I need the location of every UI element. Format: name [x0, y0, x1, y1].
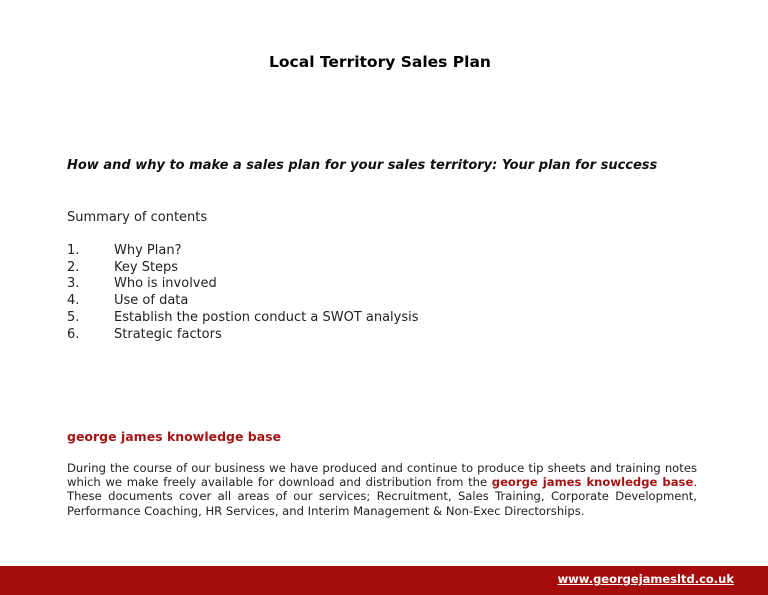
knowledge-base-text-before: During the course of our business we have produced and continue to produce tip sheets and training notes which we make freely available for download and distribution from the	[67, 461, 697, 490]
knowledge-base-heading: george james knowledge base	[67, 429, 282, 444]
contents-item-number: 4.	[67, 293, 80, 309]
contents-item-label: Strategic factors	[114, 326, 222, 342]
contents-item	[67, 276, 419, 293]
document-title: Local Territory Sales Plan	[269, 53, 491, 71]
contents-item-number: 3.	[67, 276, 80, 292]
document-subtitle: How and why to make a sales plan for your sales territory: Your plan for success	[67, 158, 658, 173]
footer-bar	[0, 566, 768, 595]
contents-item-number: 5.	[67, 309, 80, 325]
knowledge-base-text-after: . These documents cover all areas of our services; Recruitment, Sales Training, Corporate Development, Performance Coaching, HR Services, and Interim Management & Non-Exec Directorships.	[67, 475, 697, 518]
knowledge-base-link-text: george james knowledge base	[491, 475, 694, 490]
contents-item-number: 1.	[67, 243, 80, 258]
contents-item	[67, 310, 419, 327]
website-link[interactable]: www.georgejamesltd.co.uk	[557, 572, 734, 586]
contents-item	[67, 327, 419, 344]
contents-item-number: 6.	[67, 326, 80, 342]
contents-item-label: Establish the postion conduct a SWOT analysis	[114, 309, 419, 325]
knowledge-base-paragraph	[67, 461, 697, 518]
contents-item-label: Key Steps	[114, 259, 179, 275]
contents-list	[67, 243, 419, 343]
contents-item	[67, 293, 419, 310]
contents-item-label: Use of data	[114, 293, 189, 309]
contents-item	[67, 260, 419, 277]
contents-item-number: 2.	[67, 259, 80, 275]
summary-heading: Summary of contents	[67, 210, 208, 225]
contents-item-label: Why Plan?	[114, 243, 182, 258]
contents-item	[67, 243, 419, 260]
contents-item-label: Who is involved	[114, 276, 217, 292]
